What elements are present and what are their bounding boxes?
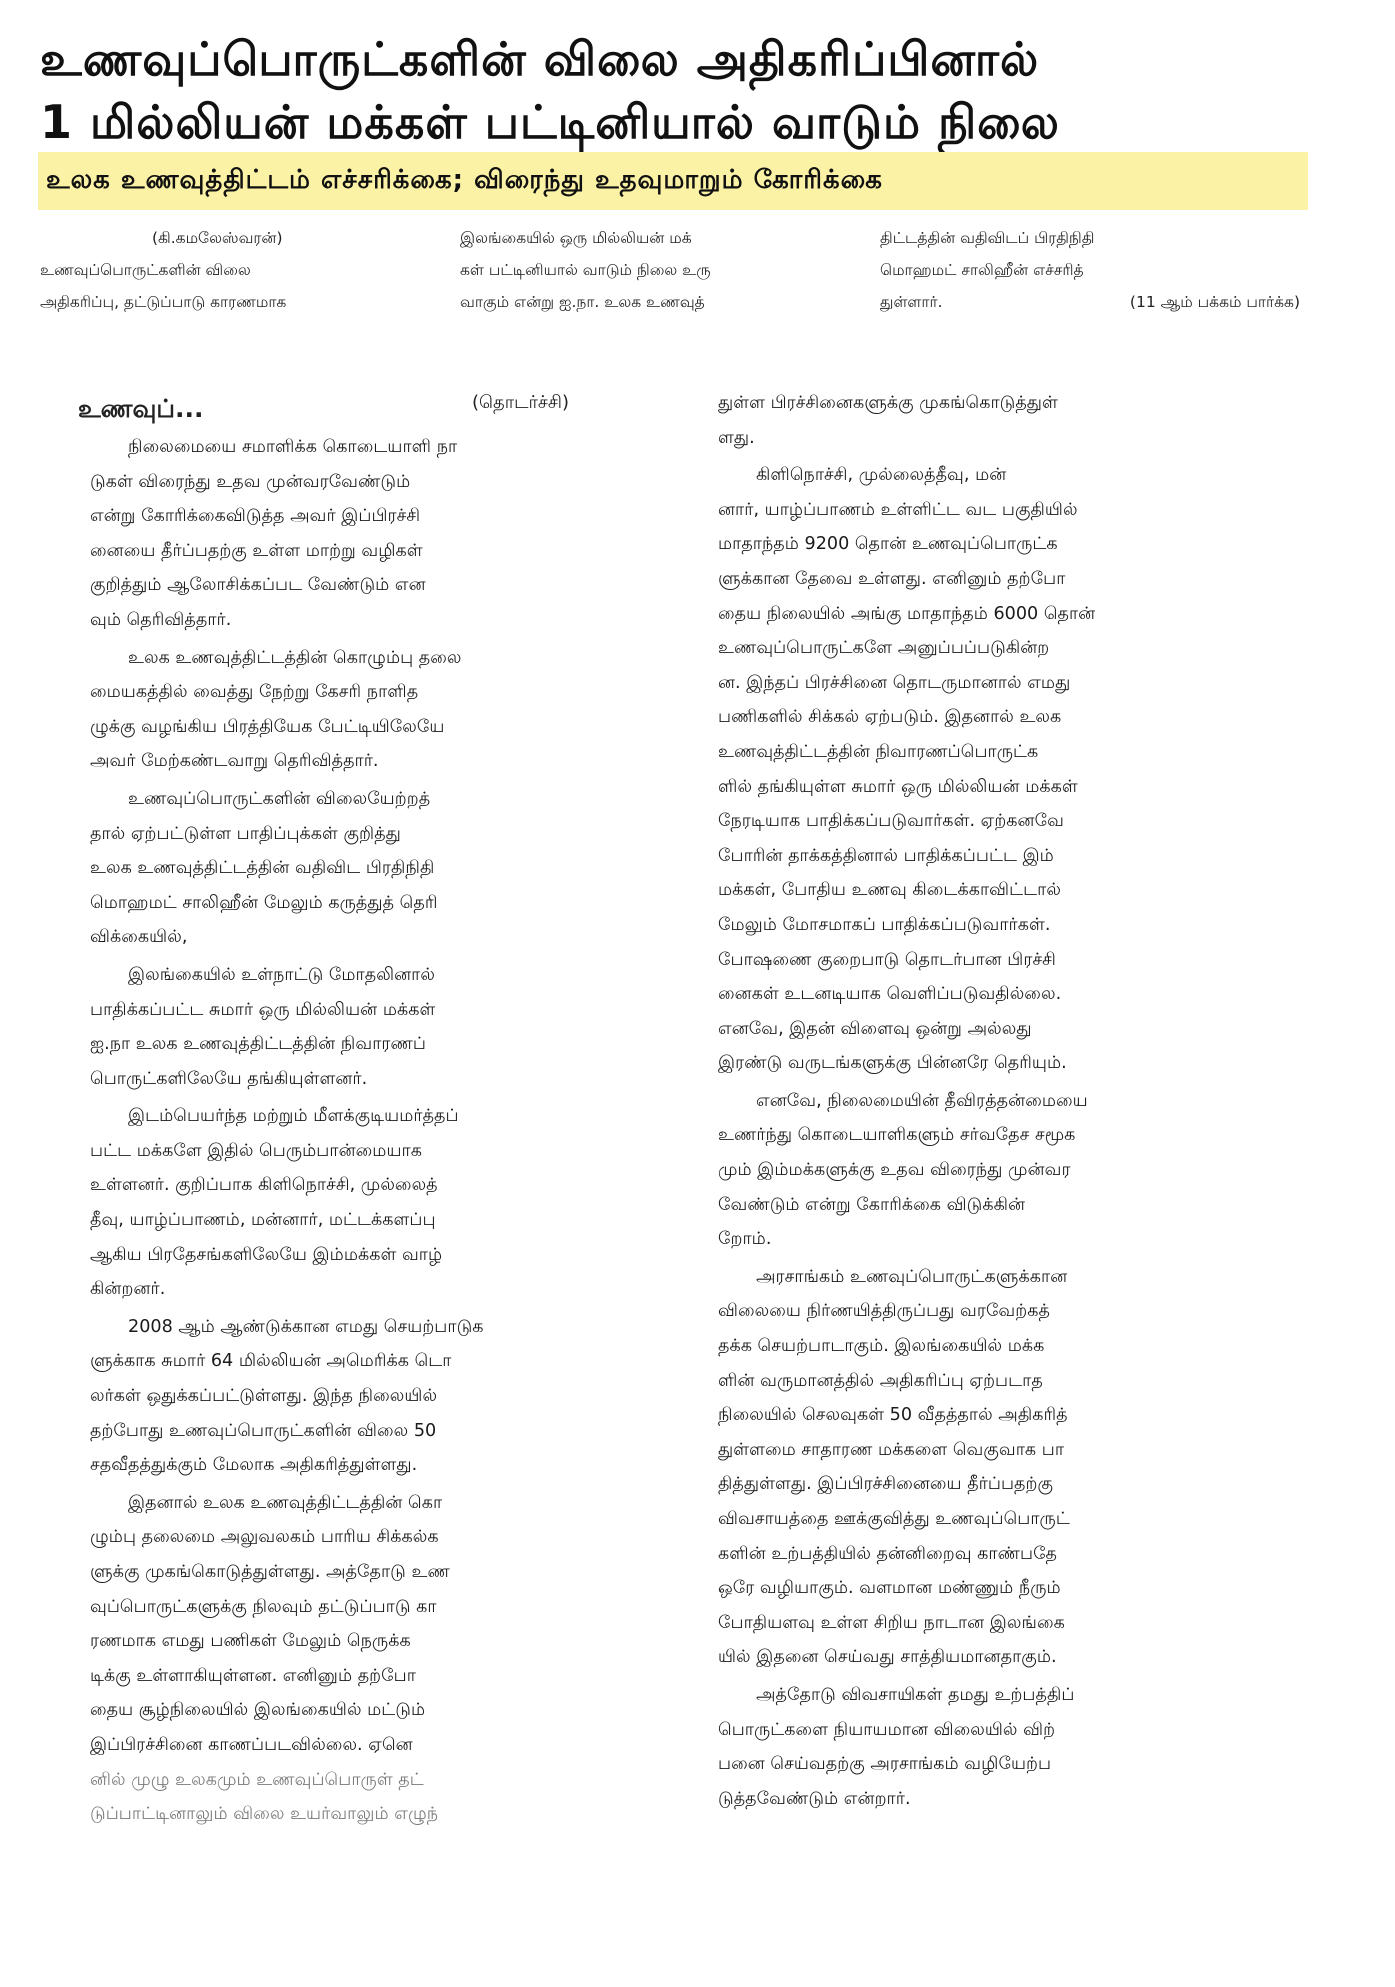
article-line: மேலும் மோசமாகப் பாதிக்கப்படுவார்கள். [718,914,1051,935]
headline-line-2: 1 மில்லியன் மக்கள் பட்டினியால் வாடும் நிலை [40,95,1060,149]
article-line: லர்கள் ஒதுக்கப்பட்டுள்ளது. இந்த நிலையில் [90,1386,438,1407]
article-line: சதவீதத்துக்கும் மேலாக அதிகரித்துள்ளது. [90,1455,418,1476]
article-line: ரணமாக எமது பணிகள் மேலும் நெருக்க [90,1631,411,1652]
article-line: பட்ட மக்களே இதில் பெரும்பான்மையாக [90,1140,422,1161]
article-line: இரண்டு வருடங்களுக்கு பின்னரே தெரியும். [718,1053,1067,1074]
article-line: துள்ள பிரச்சினைகளுக்கு முகங்கொடுத்துள் [718,393,1058,413]
article-line: னையை தீர்ப்பதற்கு உள்ள மாற்று வழிகள் [90,540,423,561]
article-line: ன. இந்தப் பிரச்சினை தொடருமானால் எமது [718,672,1071,693]
article-line: விலையை நிர்ணயித்திருப்பது வரவேற்கத் [718,1301,1050,1322]
article-line: ளில் தங்கியுள்ள சுமார் ஒரு மில்லியன் மக்கள் [718,776,1078,797]
article-line: போஷணை குறைபாடு தொடர்பான பிரச்சி [718,949,1056,970]
article-line: எனவே, நிலைமையின் தீவிரத்தன்மையை [756,1090,1088,1111]
article-kicker: உணவுப்... [78,394,204,423]
article-paragraph [90,958,688,1096]
article-line: தைய நிலையில் அங்கு மாதாந்தம் 6000 தொன் [718,603,1096,624]
article-line: தீவு, யாழ்ப்பாணம், மன்னார், மட்டக்களப்பு [90,1210,436,1231]
article-line: ளுக்கு முகங்கொடுத்துள்ளது. அத்தோடு உண [90,1562,450,1582]
article-line: ஐ.நா உலக உணவுத்திட்டத்தின் நிவாரணப் [90,1034,426,1055]
intro-line: மொஹமட் சாலிஹீன் எச்சரித் [880,261,1084,279]
article-line: பொருட்களை நியாயமான விலையில் விற் [718,1719,1056,1740]
article-line: ஆகிய பிரதேசங்களிலேயே இம்மக்கள் வாழ் [90,1244,443,1265]
article-line: உணவுப்பொருட்களின் விலையேற்றத் [128,788,431,809]
article-line: தற்போது உணவுப்பொருட்களின் விலை 50 [90,1420,437,1441]
article-paragraph [718,458,1296,1081]
intro-line: உணவுப்பொருட்களின் விலை [40,261,251,279]
article-line: கின்றனர். [90,1279,166,1300]
article-line: விக்கையில், [90,927,188,948]
article-line: மையகத்தில் வைத்து நேற்று கேசரி நாளித [90,682,419,703]
article-line: னைகள் உடனடியாக வெளிப்படுவதில்லை. [718,984,1062,1005]
article-line: ளின் வருமானத்தில் அதிகரிப்பு ஏற்படாத [718,1370,1043,1391]
article-line: வும் தெரிவித்தார். [90,609,232,630]
intro-line: இலங்கையில் ஒரு மில்லியன் மக் [460,229,692,247]
article-paragraph [718,386,1296,455]
article-line: இப்பிரச்சினை காணப்படவில்லை. ஏனெ [90,1734,413,1755]
article-paragraph [718,1260,1296,1675]
article-line: நிலையில் செலவுகள் 50 வீதத்தால் அதிகரித் [718,1405,1068,1426]
article-line: நிலைமையை சமாளிக்க கொடையாளி நா [128,437,458,457]
article-line: மொஹமட் சாலிஹீன் மேலும் கருத்துத் தெரி [90,892,438,913]
article-line: னில் முழு உலகமும் உணவுப்பொருள் தட் [90,1769,424,1790]
article-left-column [90,430,688,1835]
article-paragraph [90,430,688,638]
article-line: மக்கள், போதிய உணவு கிடைக்காவிட்டால் [718,880,1061,901]
article-line: ளுக்காக சுமார் 64 மில்லியன் அமெரிக்க டொ [90,1351,452,1372]
article-line: குறித்தும் ஆலோசிக்கப்பட வேண்டும் என [90,575,426,596]
article-line: இலங்கையில் உள்நாட்டு மோதலினால் [128,964,435,985]
article-line: இதனால் உலக உணவுத்திட்டத்தின் கொ [128,1492,443,1513]
article-line: ஒரே வழியாகும். வளமான மண்ணும் நீரும் [718,1578,1061,1599]
article-line: ழுக்கு வழங்கிய பிரத்தியேக பேட்டியிலேயே [90,716,445,737]
article-line: மாதாந்தம் 9200 தொன் உணவுப்பொருட்க [718,534,1058,555]
article-line: ழும்பு தலைமை அலுவலகம் பாரிய சிக்கல்க [90,1527,439,1548]
article-line: வுப்பொருட்களுக்கு நிலவும் தட்டுப்பாடு கா [90,1596,437,1617]
intro-line: கள் பட்டினியால் வாடும் நிலை உரு [460,261,711,279]
article-line: இடம்பெயர்ந்த மற்றும் மீளக்குடியமர்த்தப் [128,1106,459,1127]
article-line: பணிகளில் சிக்கல் ஏற்படும். இதனால் உலக [718,707,1062,728]
article-line: தால் ஏற்பட்டுள்ள பாதிப்புக்கள் குறித்து [90,823,401,844]
article-paragraph [90,1310,688,1483]
page-reference: (11 ஆம் பக்கம் பார்க்க) [1129,293,1300,311]
article-line: துள்ளமை சாதாரண மக்களை வெகுவாக பா [718,1439,1065,1460]
continued-label: (தொடர்ச்சி) [472,392,569,413]
article-line: பனை செய்வதற்கு அரசாங்கம் வழியேற்ப [718,1754,1052,1775]
article-line: போரின் தாக்கத்தினால் பாதிக்கப்பட்ட இம் [718,845,1054,866]
intro-line: வாகும் என்று ஐ.நா. உலக உணவுத் [460,293,705,311]
article-line: டுகள் விரைந்து உதவ முன்வரவேண்டும் [90,471,411,492]
article-line: உணவுப்பொருட்களே அனுப்பப்படுகின்ற [718,638,1050,659]
article-line: றோம். [718,1229,772,1250]
article-line: உலக உணவுத்திட்டத்தின் கொழும்பு தலை [128,647,462,668]
article-line: தைய சூழ்நிலையில் இலங்கையில் மட்டும் [90,1700,426,1721]
article-line: மும் இம்மக்களுக்கு உதவ விரைந்து முன்வர [718,1160,1071,1181]
article-line: எனவே, இதன் விளைவு ஒன்று அல்லது [718,1018,1032,1039]
article-line: உணர்ந்து கொடையாளிகளும் சர்வதேச சமூக [718,1125,1076,1146]
article-paragraph [718,1084,1296,1257]
article-line: களின் உற்பத்தியில் தன்னிறைவு காண்பதே [718,1543,1058,1564]
subheadline: உலக உணவுத்திட்டம் எச்சரிக்கை; விரைந்து உதவுமாறும் கோரிக்கை [46,165,883,195]
article-line: அவர் மேற்கண்டவாறு தெரிவித்தார். [90,751,379,772]
article-line: டிக்கு உள்ளாகியுள்ளன. எனினும் தற்போ [90,1665,416,1686]
article-paragraph [90,641,688,779]
article-line: பாதிக்கப்பட்ட சுமார் ஒரு மில்லியன் மக்கள் [90,999,436,1020]
intro-line: திட்டத்தின் வதிவிடப் பிரதிநிதி [880,229,1095,247]
article-line: யில் இதனை செய்வது சாத்தியமானதாகும். [718,1647,1057,1668]
article-line: ளது. [718,427,755,448]
intro-column-3 [880,222,1320,318]
article-line: பொருட்களிலேயே தங்கியுள்ளனர். [90,1068,368,1089]
article-line: னார், யாழ்ப்பாணம் உள்ளிட்ட வட பகுதியில் [718,499,1078,520]
article-line: தித்துள்ளது. இப்பிரச்சினையை தீர்ப்பதற்கு [718,1474,1054,1495]
article-paragraph [718,1678,1296,1816]
headline [40,28,1350,154]
article-line: உள்ளனர். குறிப்பாக கிளிநொச்சி, முல்லைத் [90,1175,438,1196]
article-paragraph [90,782,688,955]
article-line: தக்க செயற்பாடாகும். இலங்கையில் மக்க [718,1336,1045,1357]
article-line: நேரடியாக பாதிக்கப்படுவார்கள். ஏற்கனவே [718,811,1064,832]
byline: (கி.கமலேஸ்வரன்) [152,229,283,247]
intro-line: துள்ளார். [880,293,943,311]
article-line: விவசாயத்தை ஊக்குவித்து உணவுப்பொருட் [718,1509,1070,1529]
article-line: உணவுத்திட்டத்தின் நிவாரணப்பொருட்க [718,741,1039,762]
article-line: உலக உணவுத்திட்டத்தின் வதிவிட பிரதிநிதி [90,858,435,879]
article-paragraph [90,1486,688,1832]
article-line: டுப்பாட்டினாலும் விலை உயர்வாலும் எழுந் [90,1804,439,1825]
article-line: என்று கோரிக்கைவிடுத்த அவர் இப்பிரச்சி [90,506,421,527]
article-right-column [718,386,1296,1819]
article-line: அரசாங்கம் உணவுப்பொருட்களுக்கான [756,1266,1068,1287]
article-line: ளுக்கான தேவை உள்ளது. எனினும் தற்போ [718,568,1066,589]
article-paragraph [90,1099,688,1307]
intro-column-1 [40,222,470,318]
article-line: 2008 ஆம் ஆண்டுக்கான எமது செயற்பாடுக [128,1316,484,1337]
article-line: போதியளவு உள்ள சிறிய நாடான இலங்கை [718,1612,1065,1633]
headline-line-1: உணவுப்பொருட்களின் விலை அதிகரிப்பினால் [40,32,1040,86]
article-line: டுத்தவேண்டும் என்றார். [718,1788,911,1809]
article-line: கிளிநொச்சி, முல்லைத்தீவு, மன் [756,465,1007,486]
article-line: வேண்டும் என்று கோரிக்கை விடுக்கின் [718,1194,1026,1215]
intro-line: அதிகரிப்பு, தட்டுப்பாடு காரணமாக [40,293,287,311]
article-line: அத்தோடு விவசாயிகள் தமது உற்பத்திப் [756,1684,1075,1705]
